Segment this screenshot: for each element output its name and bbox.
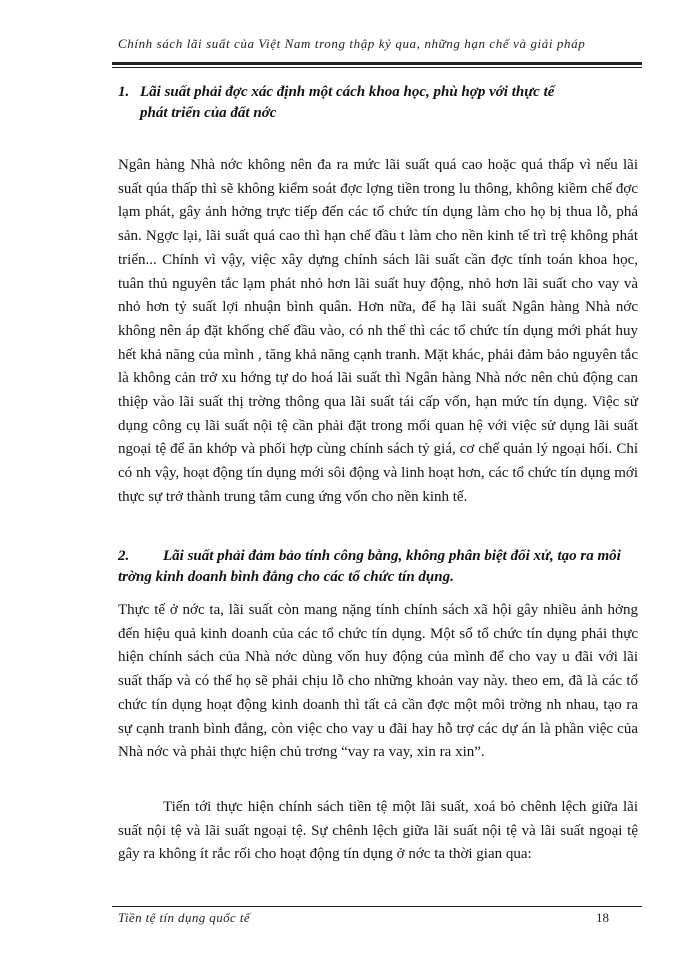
section-1-number: 1. (118, 84, 130, 100)
section-1-title-line2: phát triển của đất nớc (140, 105, 277, 121)
section-2-number: 2. (118, 548, 130, 564)
section-1-paragraph: Ngân hàng Nhà nớc không nên đa ra mức lãi suất quá cao hoặc quá thấp vì nếu lãi suất qúa thấp thì sẽ không kiểm soát đợc lợng tiền trong lu thông, không kiềm chế đợc lạm phát, gây ảnh hởng trực tiếp đến các tổ chức tín dụng làm cho họ bị thua lỗ, phá sản. Ngợc lại, lãi suất quá cao thì hạn chế đầu t làm cho nền kinh tế trì trệ không phát triển... Chính vì vậy, việc xây dựng chính sách lãi suất cần đợc tính toán khoa học, tuân thủ nguyên tắc lạm phát nhỏ hơn lãi suất huy động, nhỏ hơn lãi suất cho vay và nhỏ hơn tỷ suất lợi nhuận bình quân. Hơn nữa, để hạ lãi suất Ngân hàng Nhà nớc không nên áp đặt khống chế đầu vào, có nh thế thì các tổ chức tín dụng mới phát huy hết khả năng của mình , tăng khả năng cạnh tranh. Mặt khác, phải đảm bảo nguyên tắc là không cản trở xu hớng tự do hoá lãi suất thì Ngân hàng Nhà nớc nên chủ động can thiệp vào lãi suất thị trờng thông qua lãi suất tái cấp vốn, hạn mức tín dụng. Việc sử dụng công cụ lãi suất nội tệ cần phải đặt trong mối quan hệ với việc sử dụng lãi suất ngoại tệ để ăn khớp và phối hợp cùng chính sách tỷ giá, cơ chế quản lý ngoại hối. Chỉ có nh vậy, hoạt động tín dụng mới sôi động và linh hoạt hơn, các tổ chức tín dụng mới thực sự trở thành trung tâm cung ứng vốn cho nền kinh tế. (118, 157, 638, 505)
footer-title: Tiền tệ tín dụng quốc tế (118, 910, 251, 925)
header-rule-thick (112, 62, 642, 65)
section-1-heading (118, 82, 638, 124)
running-header: Chính sách lãi suất của Việt Nam trong thập kỷ qua, những hạn chế và giải pháp (118, 36, 586, 51)
section-2-paragraph: Thực tế ở nớc ta, lãi suất còn mang nặng tính chính sách xã hội gây nhiều ảnh hởng đến hiệu quả kinh doanh của các tổ chức tín dụng. Một số tổ chức tín dụng phải thực hiện chính sách của Nhà nớc dùng vốn huy động của mình để cho vay u đãi với lãi suất thấp và có thể họ sẽ phải chịu lỗ cho những khoản vay này. theo em, đã là các tổ chức tín dụng hoạt động kinh doanh thì tất cả cần đợc một môi trờng nh nhau, tạo ra sự cạnh tranh bình đẳng, còn việc cho vay u đãi hay hỗ trợ các dự án là phần việc của Nhà nớc và phải thực hiện chủ trơng “vay ra vay, xin ra xin”. (118, 602, 638, 761)
page-number: 18 (596, 910, 609, 925)
section-2-heading (118, 546, 638, 588)
section-2-title: Lãi suất phải đảm bảo tính công bằng, không phân biệt đối xử, tạo ra môi trờng kinh doanh bình đẳng cho các tổ chức tín dụng. (118, 548, 621, 585)
header-rule-thin (112, 67, 642, 68)
footer-rule (112, 906, 642, 907)
section-3-paragraph: Tiến tới thực hiện chính sách tiền tệ một lãi suất, xoá bỏ chênh lệch giữa lãi suất nội tệ và lãi suất ngoại tệ. Sự chênh lệch giữa lãi suất nội tệ và lãi suất ngoại tệ gây ra không ít rắc rối cho hoạt động tín dụng ở nớc ta thời gian qua: (118, 799, 638, 863)
section-1-title-line1: Lãi suất phải đợc xác định một cách khoa học, phù hợp với thực tế (140, 84, 555, 100)
